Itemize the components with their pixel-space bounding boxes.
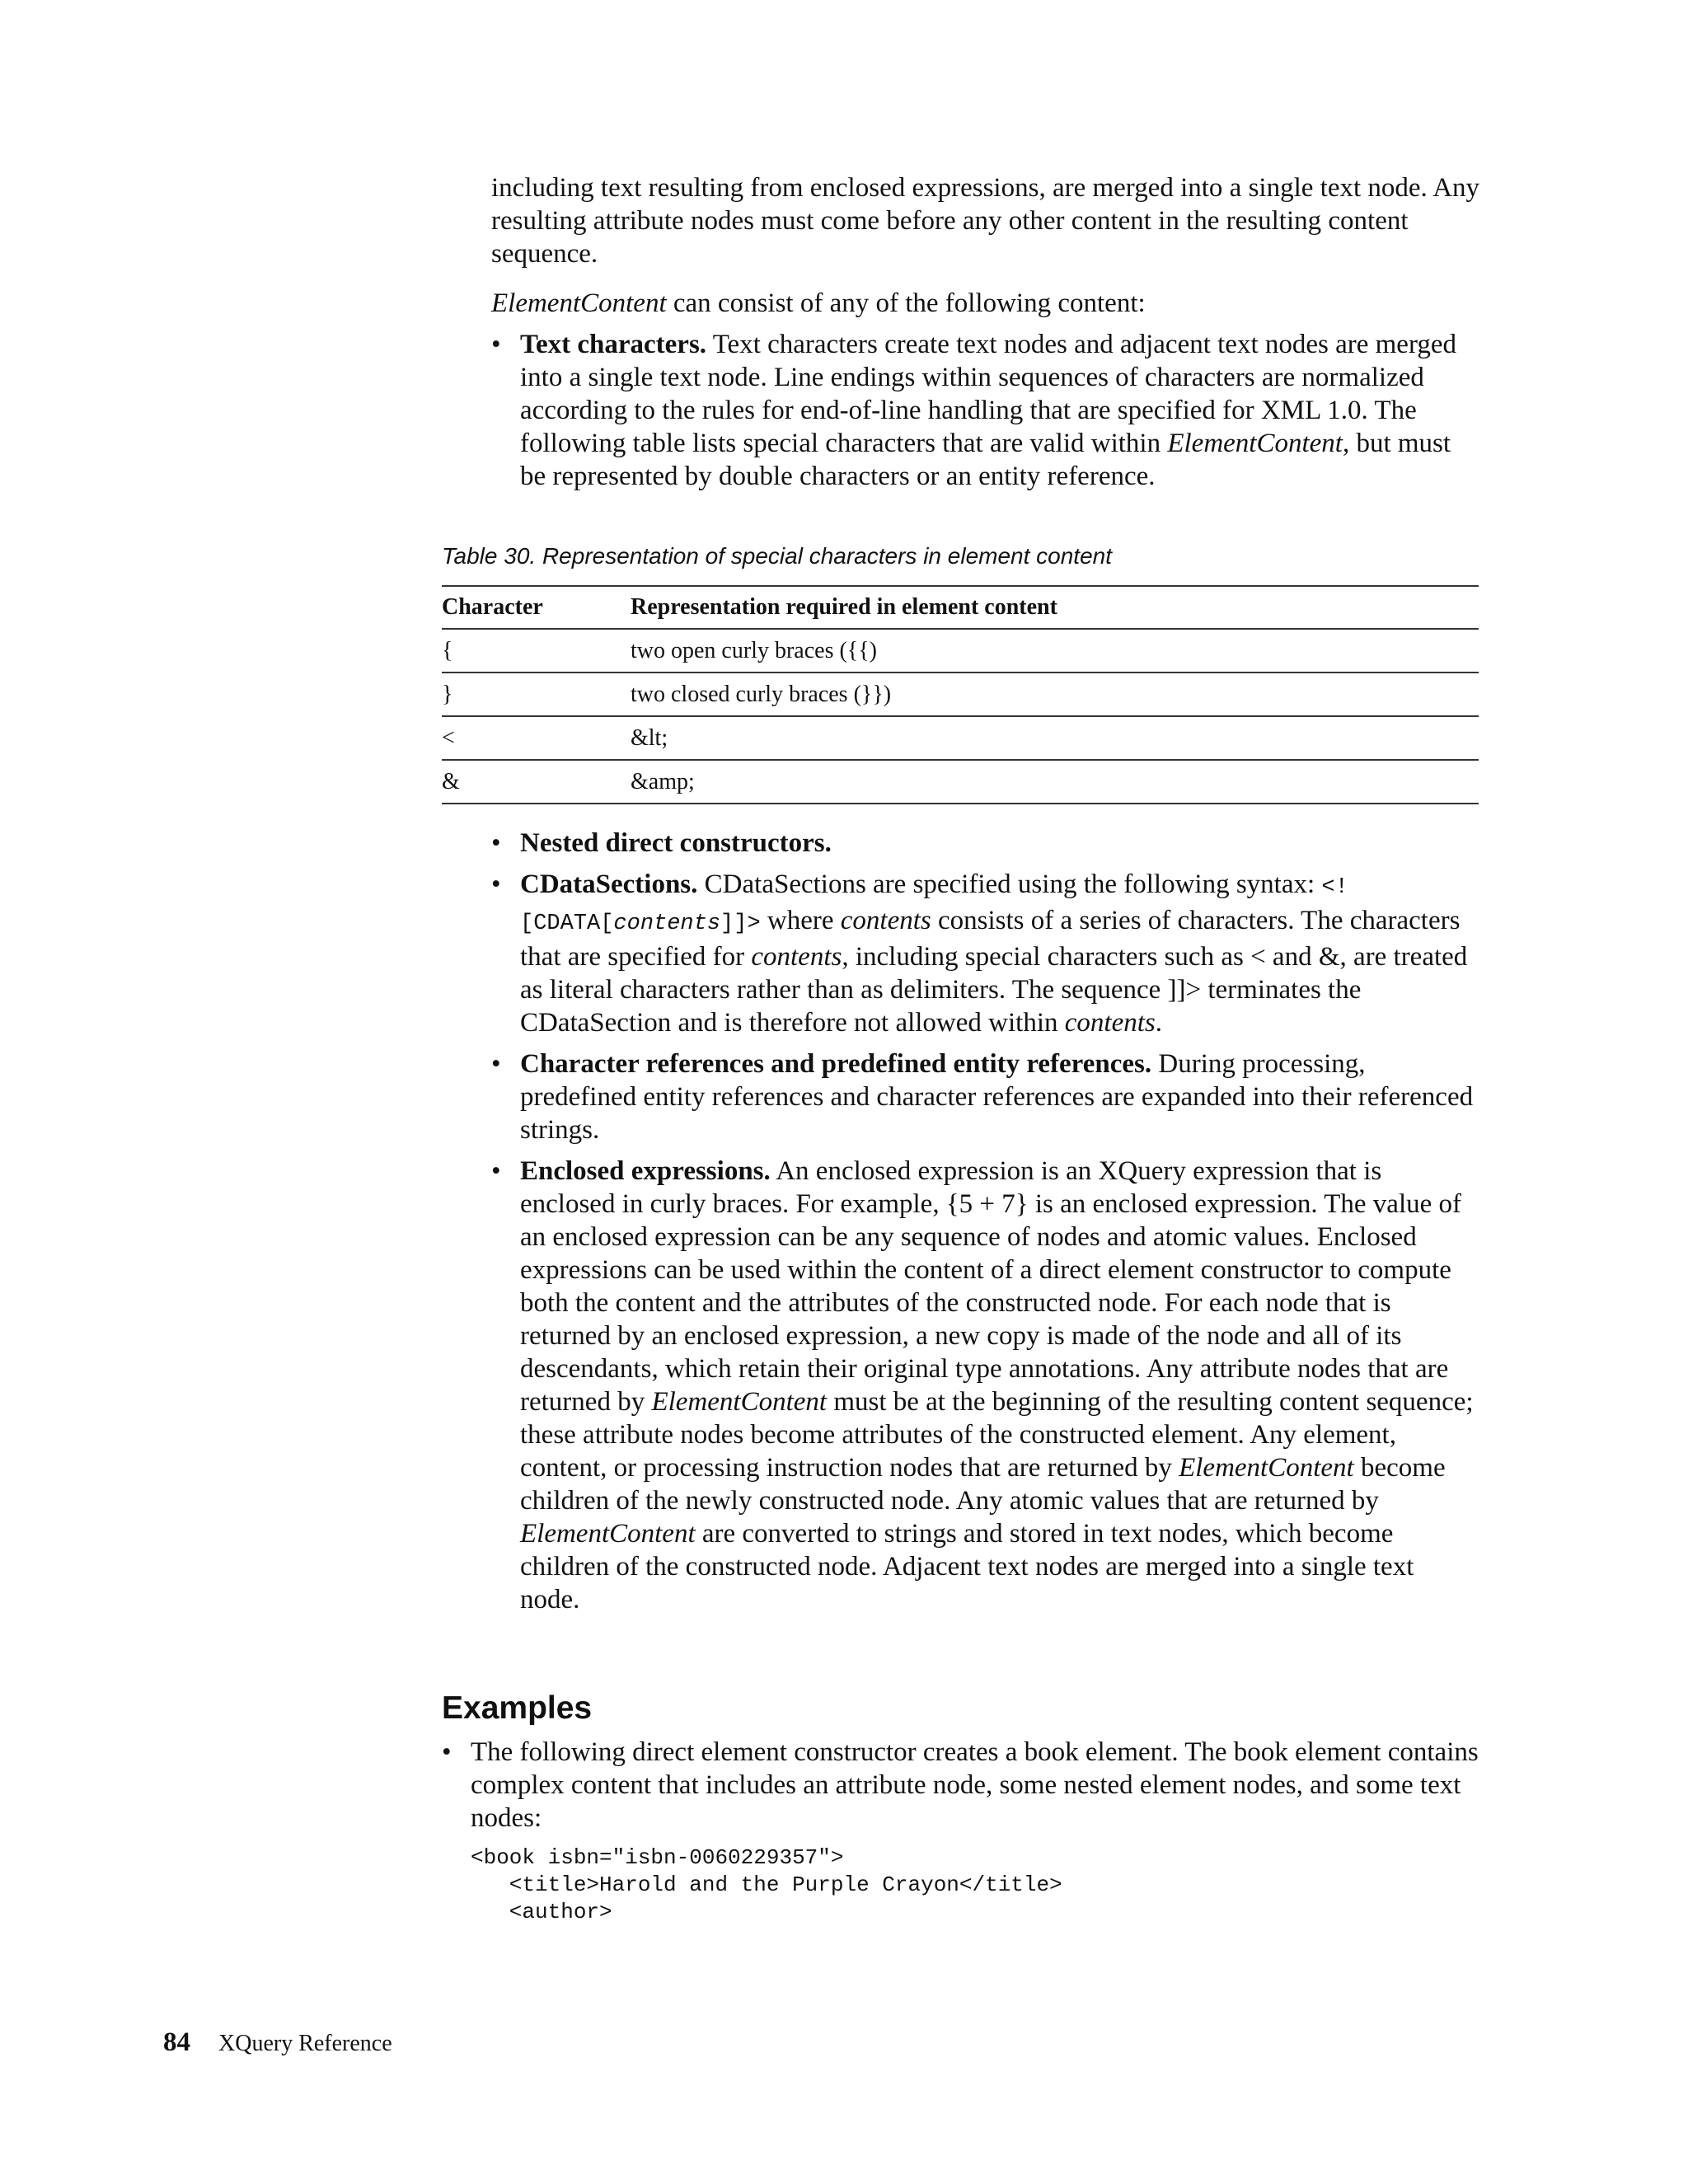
cdata-syntax-close: ]]> xyxy=(720,912,761,936)
nested-constructors-label: Nested direct constructors. xyxy=(520,828,832,858)
list-item-nested-constructors xyxy=(491,827,1480,860)
bullet-icon: • xyxy=(491,1049,501,1079)
table-row xyxy=(442,629,1479,673)
column-header-character: Character xyxy=(442,586,631,629)
table-row xyxy=(442,760,1479,804)
page-number: 84 xyxy=(163,2027,190,2057)
list-item-text-characters xyxy=(491,328,1480,493)
book-title: XQuery Reference xyxy=(218,2031,392,2056)
text-characters-term: ElementContent xyxy=(1167,429,1343,458)
content-list-1 xyxy=(491,328,1480,501)
table-cell-character: & xyxy=(442,760,631,804)
page-footer xyxy=(163,2026,392,2060)
enclosed-body-3: become children of the newly constructed node. Any atomic values that are returned by xyxy=(520,1453,1446,1516)
enclosed-term-3: ElementContent xyxy=(520,1519,696,1549)
cdata-body-2: where xyxy=(760,906,841,935)
code-example: <book isbn="isbn-0060229357"> <title>Harold and the Purple Crayon</title> <author> xyxy=(471,1845,1062,1924)
cdata-body-3: consists of a series of characters. The characters that are specified for xyxy=(520,906,1461,972)
element-content-term: ElementContent xyxy=(491,288,667,318)
enclosed-label: Enclosed expressions. xyxy=(520,1156,771,1186)
element-content-intro-rest: can consist of any of the following content: xyxy=(666,288,1146,318)
enclosed-term-2: ElementContent xyxy=(1179,1453,1354,1483)
bullet-icon: • xyxy=(491,828,501,858)
charref-body: During processing, predefined entity references and character references are expanded into their referenced strings. xyxy=(520,1049,1474,1145)
bullet-icon: • xyxy=(491,869,501,899)
enclosed-term-1: ElementContent xyxy=(651,1387,828,1417)
cdata-label: CDataSections. xyxy=(520,869,698,899)
cdata-body-4: , including special characters such as < and &, are treated as literal characters rather than as delimiters. The sequence ]]> terminates the CDataSection and is therefore not allowed within xyxy=(520,942,1468,1038)
cdata-syntax-contents: contents xyxy=(613,912,721,936)
cdata-term-1: contents xyxy=(840,906,931,935)
example-description: The following direct element constructor creates a book element. The book element contains complex content that includes an attribute node, some nested element nodes, and some text nodes: xyxy=(471,1737,1479,1833)
table-header-row xyxy=(442,586,1479,629)
enclosed-body-2: must be at the beginning of the resulting content sequence; these attribute nodes become attributes of the constructed element. Any element, content, or processing instruction nodes that are returned by xyxy=(520,1387,1474,1483)
element-content-intro xyxy=(491,287,1480,320)
table-cell-character: < xyxy=(442,716,631,760)
cdata-term-3: contents xyxy=(1064,1008,1156,1038)
examples-list xyxy=(442,1736,1480,1843)
intro-paragraph: including text resulting from enclosed expressions, are merged into a single text node. Any resulting attribute nodes must come before any other content in the resulting content sequence. xyxy=(491,173,1480,269)
table-cell-representation: two open curly braces ({{) xyxy=(631,629,1479,673)
table-cell-character: } xyxy=(442,673,631,716)
list-item-enclosed-expressions xyxy=(491,1155,1480,1616)
examples-heading: Examples xyxy=(442,1690,593,1726)
table-row xyxy=(442,716,1479,760)
text-characters-body-a: Text characters create text nodes and adjacent text nodes are merged into a single text node. Line endings within sequences of characters are normalized according to the rules for end-of-line handling that are specified for XML 1.0. The following table lists special characters that are valid within xyxy=(520,330,1456,458)
content-list-2 xyxy=(491,827,1480,1624)
table-caption: Table 30. Representation of special characters in element content xyxy=(442,543,1113,569)
cdata-syntax-open: <![CDATA[ xyxy=(520,875,1348,936)
special-characters-table xyxy=(442,585,1479,804)
table-cell-representation: &lt; xyxy=(631,716,1479,760)
cdata-body-1: CDataSections are specified using the following syntax: xyxy=(697,869,1322,899)
enclosed-body-4: are converted to strings and stored in text nodes, which become children of the constructed node. Adjacent text nodes are merged into a single text node. xyxy=(520,1519,1414,1615)
list-item-example xyxy=(442,1736,1480,1835)
column-header-representation: Representation required in element content xyxy=(631,586,1479,629)
table-cell-representation: &amp; xyxy=(631,760,1479,804)
text-characters-body-b: , but must be represented by double characters or an entity reference. xyxy=(520,429,1451,491)
charref-label: Character references and predefined entity references. xyxy=(520,1049,1152,1079)
table-cell-representation: two closed curly braces (}}) xyxy=(631,673,1479,716)
bullet-icon: • xyxy=(442,1737,452,1767)
enclosed-body-1: An enclosed expression is an XQuery expression that is enclosed in curly braces. For example, {5 + 7} is an enclosed expression. The value of an enclosed expression can be any sequence of nodes and atomic values. Enclosed expressions can be used within the content of a direct element constructor to compute both the content and the attributes of the constructed node. For each node that is returned by an enclosed expression, a new copy is made of the node and all of its descendants, which retain their original type annotations. Any attribute nodes that are returned by xyxy=(520,1156,1462,1417)
text-characters-label: Text characters. xyxy=(520,330,707,359)
table-cell-character: { xyxy=(442,629,631,673)
list-item-cdata-sections xyxy=(491,868,1480,1039)
list-item-character-references xyxy=(491,1047,1480,1146)
bullet-icon: • xyxy=(491,1156,501,1186)
table-row xyxy=(442,673,1479,716)
cdata-term-2: contents xyxy=(751,942,842,972)
bullet-icon: • xyxy=(491,330,501,359)
cdata-body-5: . xyxy=(1155,1008,1162,1038)
